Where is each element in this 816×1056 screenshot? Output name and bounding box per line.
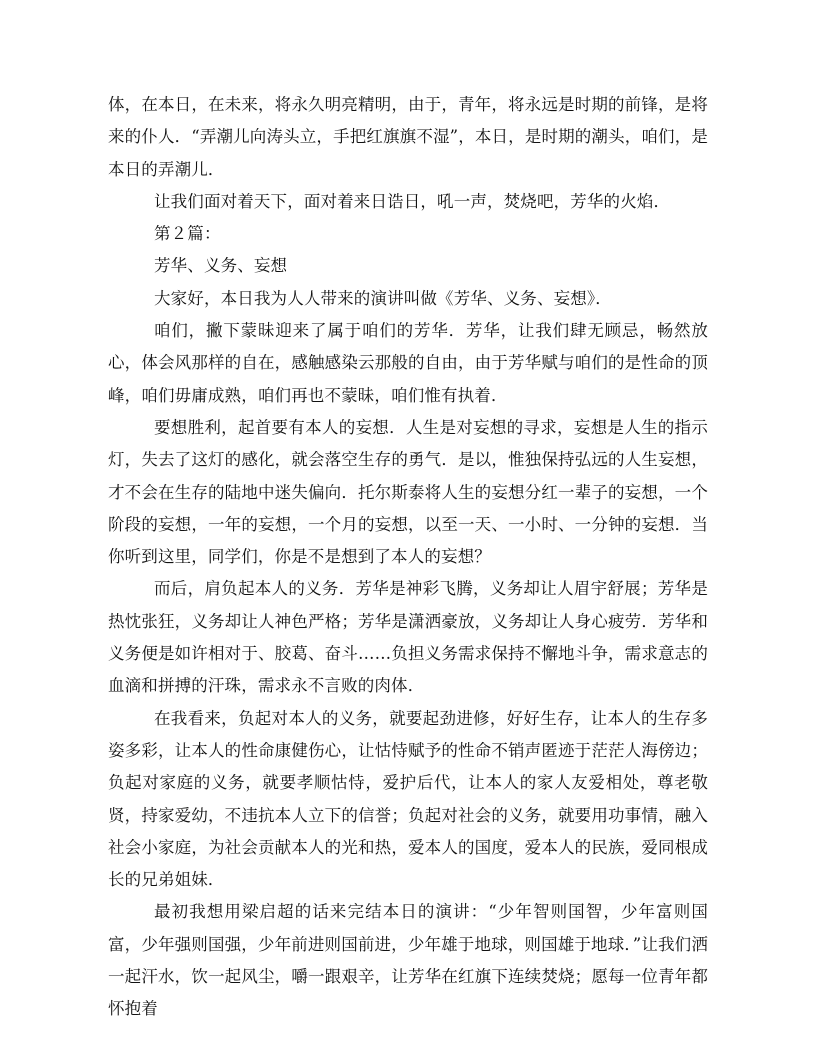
- paragraph-continued: 体，在本日，在未来，将永久明亮精明，由于，青年，将永远是时期的前锋，是将来的仆人．“弄潮儿向涛头立，手把红旗旗不湿”，本日，是时期的潮头，咱们，是本日的弄潮儿．: [108, 95, 708, 179]
- section-title: 芳华、义务、妄想: [154, 256, 288, 276]
- paragraph: 大家好，本日我为人人带来的演讲叫做《芳华、义务、妄想》．: [154, 288, 612, 308]
- paragraph: 要想胜利，起首要有本人的妄想．人生是对妄想的寻求，妄想是人生的指示灯，失去了这灯的感化，就会落空生存的勇气．是以，惟独保持弘远的人生妄想，才不会在生存的陆地中迷失偏向．托尔斯泰将人生的妄想分红一辈子的妄想，一个阶段的妄想，一年的妄想，一个月的妄想，以至一天、一小时、一分钟的妄想．当你听到这里，同学们，你是不是想到了本人的妄想？: [108, 417, 708, 567]
- paragraph: 在我看来，负起对本人的义务，就要起劲进修，好好生存，让本人的生存多姿多彩，让本人的性命康健伤心，让怙恃赋予的性命不销声匿迹于茫茫人海傍边；负起对家庭的义务，就要孝顺怙恃，爱护后代，让本人的家人友爱相处，尊老敬贤，持家爱幼，不违抗本人立下的信誉；负起对社会的义务，就要用功事情，融入社会小家庭，为社会贡献本人的光和热，爱本人的国度，爱本人的民族，爱同根成长的兄弟姐妹．: [108, 708, 708, 890]
- paragraph: 让我们面对着天下，面对着来日诰日，吼一声，焚烧吧，芳华的火焰．: [154, 191, 671, 211]
- paragraph: 咱们，撇下蒙昧迎来了属于咱们的芳华．芳华，让我们肆无顾忌，畅然放心，体会风那样的自在，感触感染云那般的自由，由于芳华赋与咱们的是性命的顶峰，咱们毋庸成熟，咱们再也不蒙昧，咱们惟有执着．: [108, 321, 708, 405]
- paragraph: 而后，肩负起本人的义务．芳华是神彩飞腾，义务却让人眉宇舒展；芳华是热忱张狂，义务却让人神色严格；芳华是潇洒豪放，义务却让人身心疲劳．芳华和义务便是如许相对于、胶葛、奋斗……负担义务需求保持不懈地斗争，需求意志的血滴和拼搏的汗珠，需求永不言败的肉体．: [108, 579, 708, 696]
- document-body: [108, 89, 708, 1026]
- section-number: 第２篇：: [154, 224, 221, 244]
- paragraph: 最初我想用梁启超的话来完结本日的演讲：“少年智则国智，少年富则国富，少年强则国强，少年前进则国前进，少年雄于地球，则国雄于地球．”让我们洒一起汗水，饮一起风尘，嚼一跟艰辛，让芳华在红旗下连续焚烧；愿每一位青年都怀抱着: [108, 902, 708, 1019]
